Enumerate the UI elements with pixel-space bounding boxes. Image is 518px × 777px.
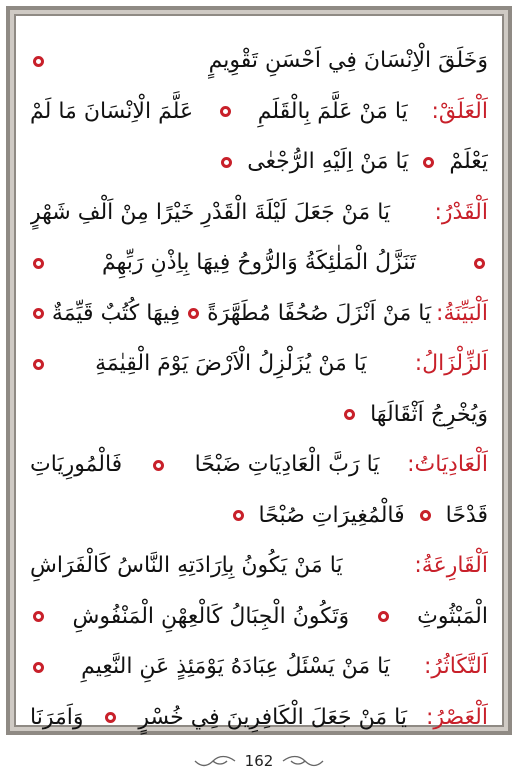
circle-separator-icon: [423, 157, 434, 168]
text-line: [30, 137, 488, 188]
page-content-area: [16, 16, 502, 730]
text-line: [30, 693, 488, 744]
text-line: [30, 592, 488, 643]
verse-segment: الْمَبْثُوثِ: [417, 603, 488, 629]
circle-separator-icon: [153, 460, 164, 471]
surah-heading: اَلتَّكَاثُرُ:: [424, 654, 488, 680]
text-line: [30, 238, 488, 289]
verse-segment: يَا مَنْ عَلَّمَ بِالْقَلَمِ: [257, 98, 408, 124]
surah-heading: اَلزِّلْزَالُ:: [414, 351, 488, 377]
right-flourish-icon: [281, 754, 325, 768]
text-line: [30, 541, 488, 592]
page-number: 162: [244, 752, 274, 770]
text-line: [30, 642, 488, 693]
prayer-text-block: [30, 36, 488, 743]
circle-separator-icon: [33, 308, 44, 319]
verse-segment: يَا مَنْ يَسْئَلُ عِبَادَهُ يَوْمَئِذٍ عَنِ النَّعِيمِ: [81, 654, 390, 680]
page-frame-middle: [10, 10, 508, 731]
circle-separator-icon: [420, 510, 431, 521]
verse-segment: يَا مَنْ اِلَيْهِ الرُّجْعٰى: [247, 149, 409, 175]
circle-separator-icon: [33, 56, 44, 67]
text-line: [30, 491, 488, 542]
circle-separator-icon: [33, 359, 44, 370]
verse-segment: يَا مَنْ جَعَلَ لَيْلَةَ الْقَدْرِ خَيْرًا مِنْ اَلْفِ شَهْرٍ: [30, 199, 391, 225]
verse-segment: يَا مَنْ يَكُونُ بِاِرَادَتِهِ النَّاسُ كَالْفَرَاشِ: [30, 553, 343, 579]
circle-separator-icon: [220, 106, 231, 117]
verse-segment: يَعْلَمْ: [449, 149, 488, 175]
circle-separator-icon: [33, 258, 44, 269]
surah-heading: اَلْعَلَقْ:: [431, 98, 488, 124]
verse-segment: يَا مَنْ جَعَلَ الْكَافِرِينَ فِي خُسْرٍ: [138, 704, 407, 730]
text-line: [30, 390, 488, 441]
page-frame-outer: [6, 6, 512, 735]
verse-segment: وَتَكُونُ الْجِبَالُ كَالْعِهْنِ الْمَنْفُوشِ: [72, 603, 350, 629]
page-frame-inner: [14, 14, 504, 730]
verse-segment: وَيُخْرِجُ اَثْقَالَهَا: [370, 401, 488, 427]
text-line: [30, 188, 488, 239]
verse-segment: وَخَلَقَ الْاِنْسَانَ فِي اَحْسَنِ تَقْوِيمٍ: [208, 48, 488, 74]
verse-segment: فَالْمُورِيَاتِ: [30, 452, 123, 478]
text-line: [30, 36, 488, 87]
verse-segment: فِيهَا كُتُبٌ قَيِّمَةٌ: [51, 300, 181, 326]
text-line: [30, 289, 488, 340]
circle-separator-icon: [105, 712, 116, 723]
verse-segment: يَا رَبَّ الْعَادِيَاتِ ضَبْحًا: [194, 452, 380, 478]
circle-separator-icon: [474, 258, 485, 269]
page-footer: [0, 748, 518, 774]
verse-segment: يَا مَنْ اَنْزَلَ صُحُفًا مُطَهَّرَةً: [207, 300, 432, 326]
verse-segment: وَاَمَرَنَا: [30, 704, 84, 730]
circle-separator-icon: [221, 157, 232, 168]
surah-heading: اَلْقَدْرُ:: [434, 199, 488, 225]
circle-separator-icon: [188, 308, 199, 319]
circle-separator-icon: [344, 409, 355, 420]
surah-heading: اَلْعَادِيَاتُ:: [407, 452, 488, 478]
surah-heading: اَلْقَارِعَةُ:: [414, 553, 488, 579]
verse-segment: يَا مَنْ يُزَلْزِلُ الْاَرْضَ يَوْمَ الْقِيٰمَةِ: [95, 351, 367, 377]
text-line: [30, 87, 488, 138]
text-line: [30, 440, 488, 491]
circle-separator-icon: [233, 510, 244, 521]
circle-separator-icon: [33, 611, 44, 622]
verse-segment: عَلَّمَ الْاِنْسَانَ مَا لَمْ: [30, 98, 194, 124]
surah-heading: اَلْبَيِّنَةُ:: [436, 300, 488, 326]
text-line: [30, 339, 488, 390]
verse-segment: تَنَزَّلُ الْمَلٰئِكَةُ وَالرُّوحُ فِيهَا بِاِذْنِ رَبِّهِمْ: [102, 250, 416, 276]
left-flourish-icon: [193, 754, 237, 768]
circle-separator-icon: [378, 611, 389, 622]
surah-heading: اَلْعَصْرُ:: [425, 704, 488, 730]
verse-segment: فَالْمُغِيرَاتِ صُبْحًا: [258, 502, 405, 528]
verse-segment: قَدْحًا: [445, 502, 488, 528]
circle-separator-icon: [33, 662, 44, 673]
